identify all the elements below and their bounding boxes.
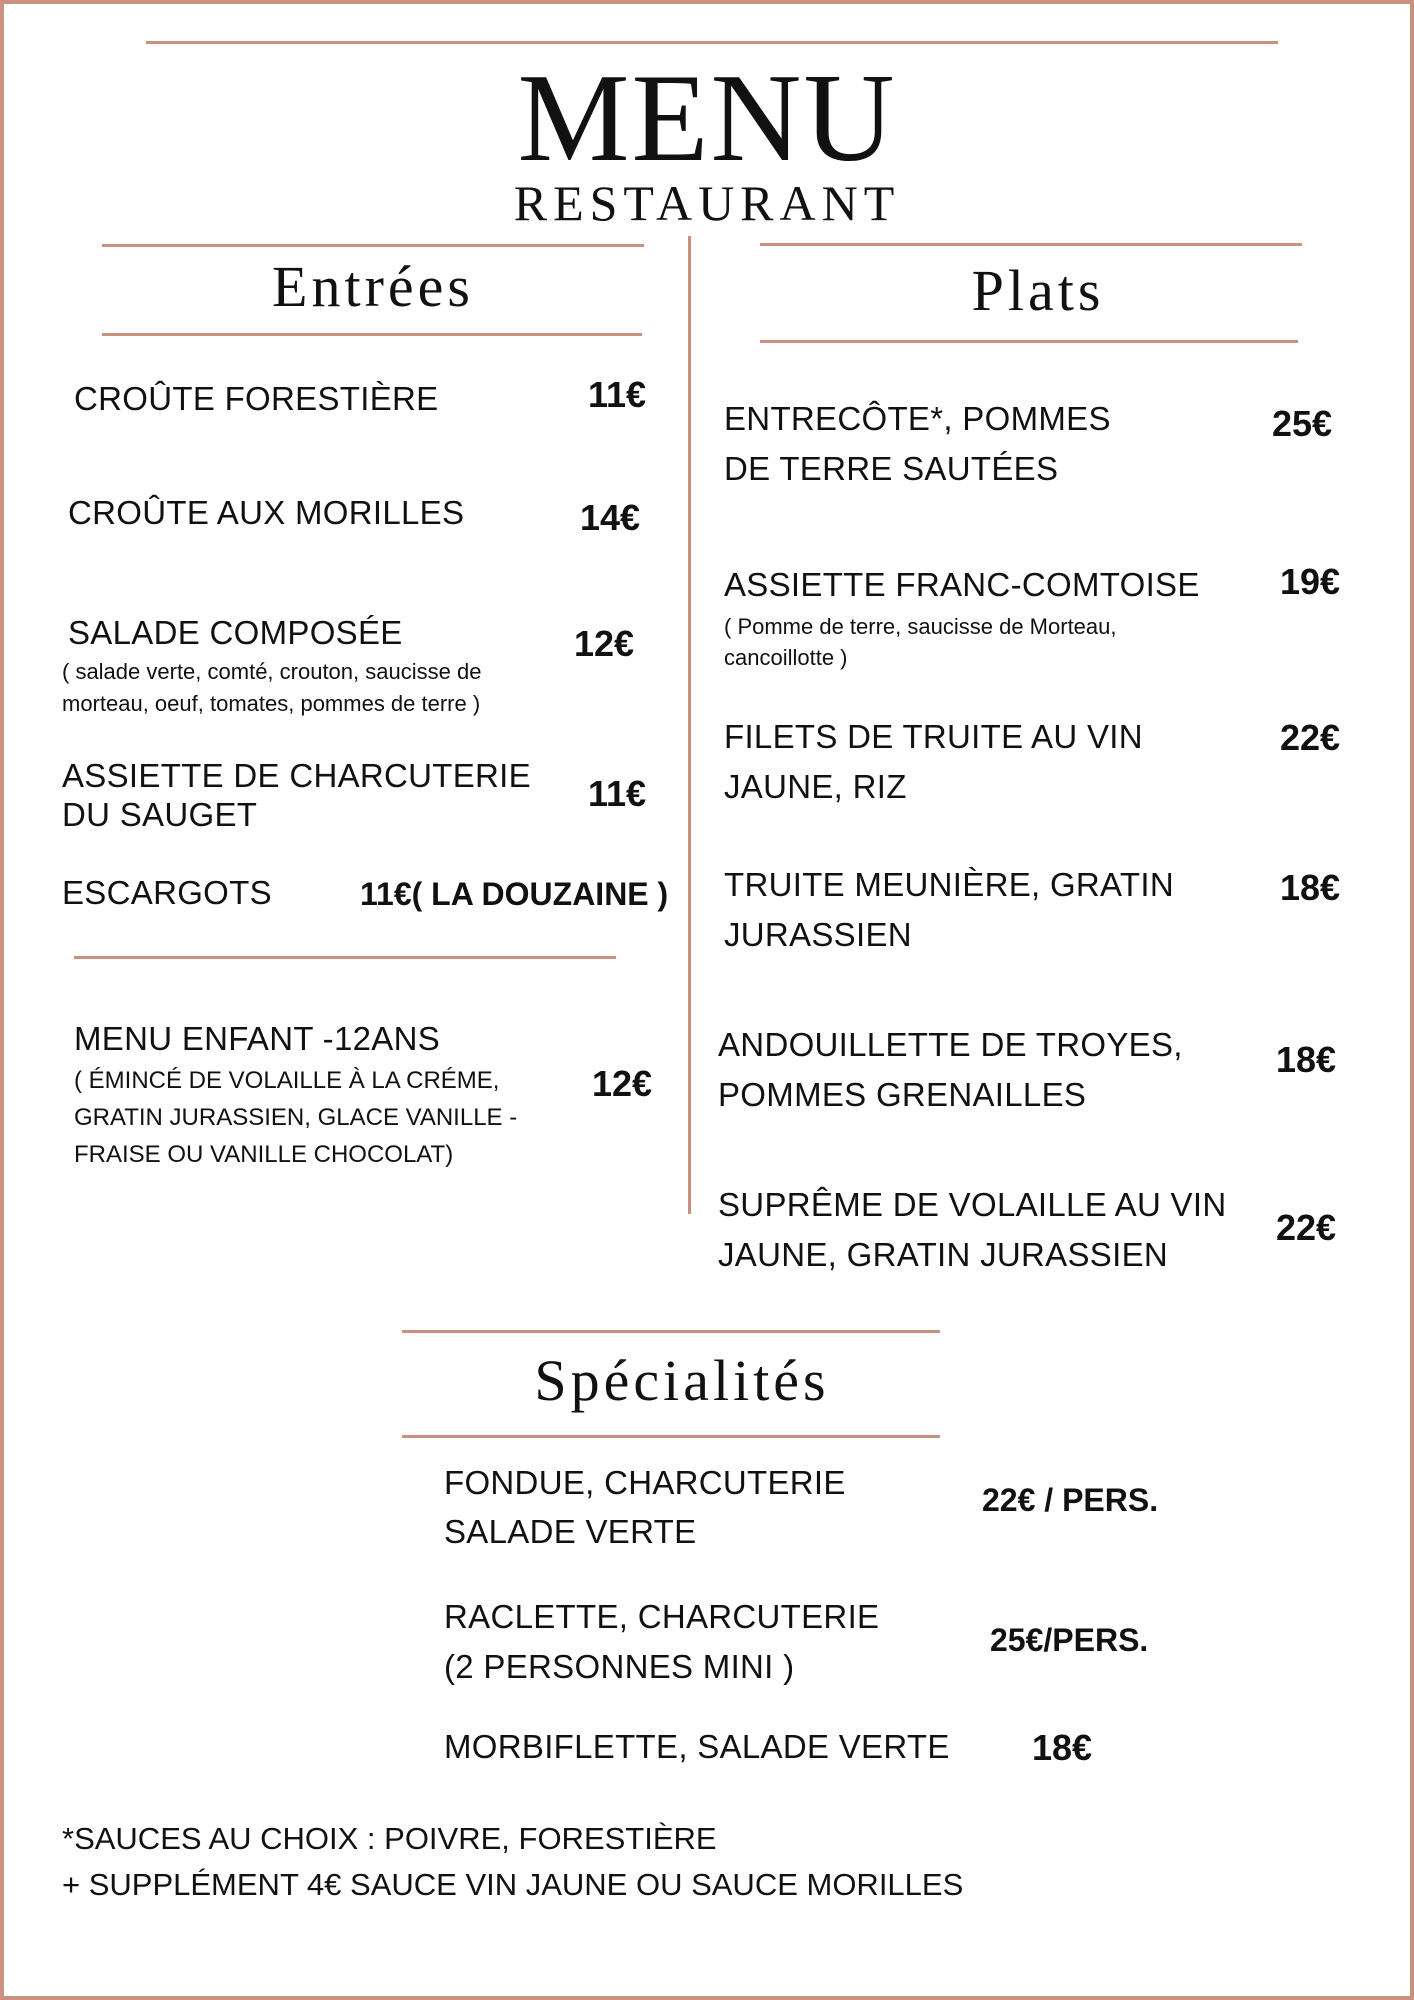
plats-heading-rule-top (760, 243, 1302, 246)
plat-3-line2: JAUNE, RIZ (724, 768, 907, 805)
specialite-2-price: 25€/PERS. (990, 1622, 1149, 1658)
specialite-2-line2: (2 PERSONNES MINI ) (444, 1648, 795, 1685)
entrees-heading-rule-top (102, 244, 644, 247)
specialite-3-line1: MORBIFLETTE, SALADE VERTE (444, 1728, 950, 1765)
specialites-heading-rule-top (402, 1330, 940, 1333)
entree-1-price: 11€ (588, 374, 647, 415)
plat-5-price: 18€ (1276, 1039, 1337, 1080)
entree-2-name: CROÛTE AUX MORILLES (68, 494, 465, 531)
entrees-kids-divider (74, 956, 616, 959)
plat-2-price: 19€ (1280, 561, 1341, 602)
plat-2-desc-line1: ( Pomme de terre, saucisse de Morteau, (724, 614, 1117, 639)
plat-3-price: 22€ (1280, 717, 1341, 758)
entrees-heading-rule-bottom (102, 333, 642, 336)
entree-4-price: 11€ (588, 773, 647, 814)
specialite-1-price: 22€ / PERS. (982, 1482, 1159, 1518)
kids-menu-price: 12€ (592, 1063, 653, 1104)
plats-heading-rule-bottom (760, 340, 1298, 343)
plat-6-price: 22€ (1276, 1207, 1337, 1248)
plat-4-line1: TRUITE MEUNIÈRE, GRATIN (724, 866, 1174, 903)
kids-menu-desc-line2: GRATIN JURASSIEN, GLACE VANILLE - (74, 1104, 518, 1131)
kids-menu-name: MENU ENFANT -12ANS (74, 1020, 441, 1057)
entree-5-name: ESCARGOTS (62, 874, 272, 911)
entree-2-price: 14€ (580, 497, 641, 538)
entrees-heading: Entrées (272, 254, 474, 319)
footer-sauces-note: *SAUCES AU CHOIX : POIVRE, FORESTIÈRE (62, 1821, 717, 1856)
kids-menu-desc-line1: ( ÉMINCÉ DE VOLAILLE À LA CRÉME, (74, 1067, 500, 1094)
plats-heading: Plats (971, 258, 1105, 323)
plat-5-line2: POMMES GRENAILLES (718, 1076, 1087, 1113)
specialites-heading: Spécialités (534, 1348, 830, 1413)
entree-4-name-line2: DU SAUGET (62, 796, 258, 833)
entree-3-price: 12€ (574, 623, 635, 664)
column-divider (688, 236, 691, 1214)
plat-1-line1: ENTRECÔTE*, POMMES (724, 400, 1111, 437)
specialites-heading-rule-bottom (402, 1435, 940, 1438)
plat-2-line1: ASSIETTE FRANC-COMTOISE (724, 566, 1200, 603)
kids-menu-desc-line3: FRAISE OU VANILLE CHOCOLAT) (74, 1141, 454, 1168)
entree-3-name: SALADE COMPOSÉE (68, 614, 403, 651)
footer-supplement-note: + SUPPLÉMENT 4€ SAUCE VIN JAUNE OU SAUCE MORILLES (62, 1867, 964, 1902)
plat-4-line2: JURASSIEN (724, 916, 912, 953)
plat-4-price: 18€ (1280, 867, 1341, 908)
menu-title: MENU (517, 49, 897, 188)
specialite-2-line1: RACLETTE, CHARCUTERIE (444, 1598, 880, 1635)
plat-1-price: 25€ (1272, 403, 1333, 444)
entree-4-name-line1: ASSIETTE DE CHARCUTERIE (62, 757, 531, 794)
plat-1-line2: DE TERRE SAUTÉES (724, 450, 1059, 487)
plat-5-line1: ANDOUILLETTE DE TROYES, (718, 1026, 1183, 1063)
entree-5-price: 11€( LA DOUZAINE ) (360, 876, 669, 912)
specialite-3-price: 18€ (1032, 1727, 1093, 1768)
entree-3-desc-line1: ( salade verte, comté, crouton, saucisse de (62, 659, 482, 684)
menu-subtitle: RESTAURANT (513, 175, 901, 231)
top-divider (146, 41, 1278, 44)
specialite-1-line1: FONDUE, CHARCUTERIE (444, 1464, 846, 1501)
specialite-1-line2: SALADE VERTE (444, 1513, 697, 1550)
plat-6-line1: SUPRÊME DE VOLAILLE AU VIN (718, 1186, 1227, 1223)
plat-3-line1: FILETS DE TRUITE AU VIN (724, 718, 1143, 755)
entree-1-name: CROÛTE FORESTIÈRE (74, 380, 439, 417)
entree-3-desc-line2: morteau, oeuf, tomates, pommes de terre ) (62, 691, 481, 716)
plat-6-line2: JAUNE, GRATIN JURASSIEN (718, 1236, 1169, 1273)
plat-2-desc-line2: cancoillotte ) (724, 645, 848, 670)
